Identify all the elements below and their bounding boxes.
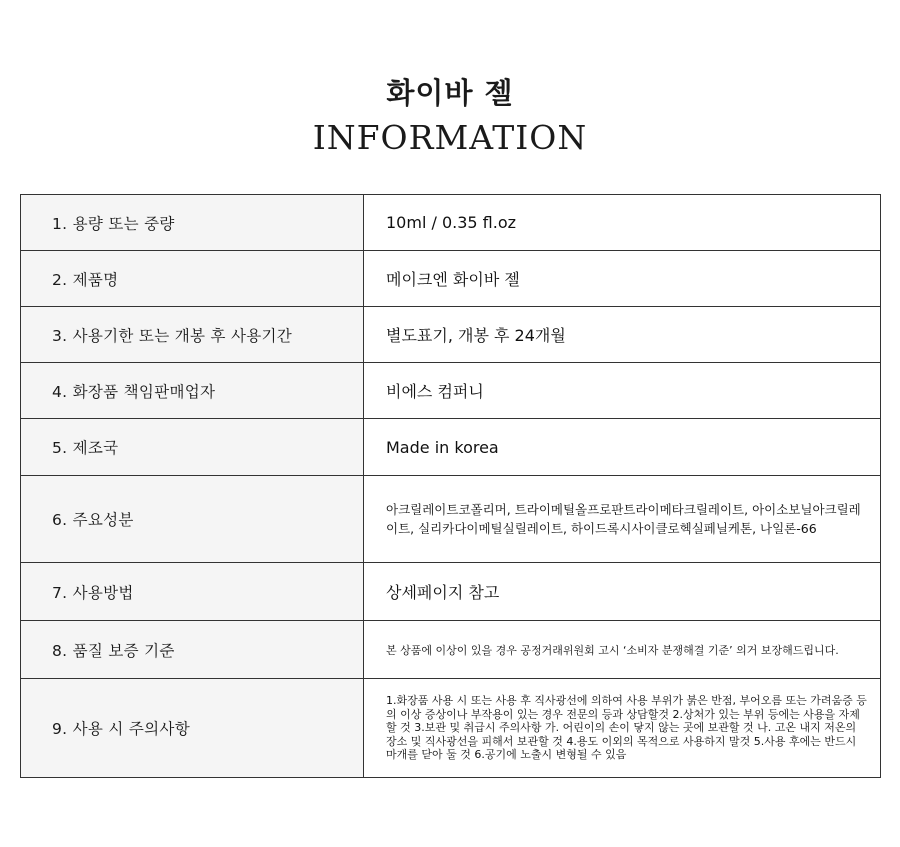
table-row bbox=[21, 251, 881, 307]
row-value: 10ml / 0.35 fl.oz bbox=[364, 195, 881, 251]
row-label: 5. 제조국 bbox=[21, 419, 364, 476]
page-subtitle: INFORMATION bbox=[312, 118, 588, 157]
row-label: 8. 품질 보증 기준 bbox=[21, 621, 364, 679]
table-row bbox=[21, 563, 881, 621]
row-value: 별도표기, 개봉 후 24개월 bbox=[364, 307, 881, 363]
row-value: Made in korea bbox=[364, 419, 881, 476]
row-label: 9. 사용 시 주의사항 bbox=[21, 679, 364, 778]
row-label: 1. 용량 또는 중량 bbox=[21, 195, 364, 251]
table-row bbox=[21, 363, 881, 419]
row-label: 3. 사용기한 또는 개봉 후 사용기간 bbox=[21, 307, 364, 363]
row-value: 메이크엔 화이바 젤 bbox=[364, 251, 881, 307]
row-value: 1.화장품 사용 시 또는 사용 후 직사광선에 의하여 사용 부위가 붉은 반점, 부어오름 또는 가려움증 등의 이상 증상이나 부작용이 있는 경우 전문의 등과 상담할것 2.상처가 있는 부위 등에는 사용을 자제할 것 3.보관 및 취급시 주의사항 가. 어린이의 손이 닿지 않는 곳에 보관할 것 나. 고온 내지 저온의 장소 및 직사광선을 피해서 보관할 것 4.용도 이외의 목적으로 사용하지 말것 5.사용 후에는 반드시 마개를 닫아 둘 것 6.공기에 노출시 변형될 수 있음 bbox=[364, 679, 881, 778]
row-label: 4. 화장품 책임판매업자 bbox=[21, 363, 364, 419]
row-label: 2. 제품명 bbox=[21, 251, 364, 307]
table-row bbox=[21, 679, 881, 778]
row-label: 7. 사용방법 bbox=[21, 563, 364, 621]
table-row bbox=[21, 621, 881, 679]
row-value: 비에스 컴퍼니 bbox=[364, 363, 881, 419]
table-row bbox=[21, 307, 881, 363]
page-title: 화이바 젤 bbox=[386, 76, 514, 110]
row-value: 본 상품에 이상이 있을 경우 공정거래위원회 고시 ‘소비자 분쟁해결 기준’ 의거 보장해드립니다. bbox=[364, 621, 881, 679]
table-row bbox=[21, 476, 881, 563]
table-row bbox=[21, 195, 881, 251]
product-info-table bbox=[20, 194, 881, 778]
table-row bbox=[21, 419, 881, 476]
row-value: 아크릴레이트코폴리머, 트라이메틸올프로판트라이메타크릴레이트, 아이소보닐아크릴레이트, 실리카다이메틸실릴레이트, 하이드록시사이클로헥실페닐케톤, 나일론-66 bbox=[364, 476, 881, 563]
row-value: 상세페이지 참고 bbox=[364, 563, 881, 621]
row-label: 6. 주요성분 bbox=[21, 476, 364, 563]
